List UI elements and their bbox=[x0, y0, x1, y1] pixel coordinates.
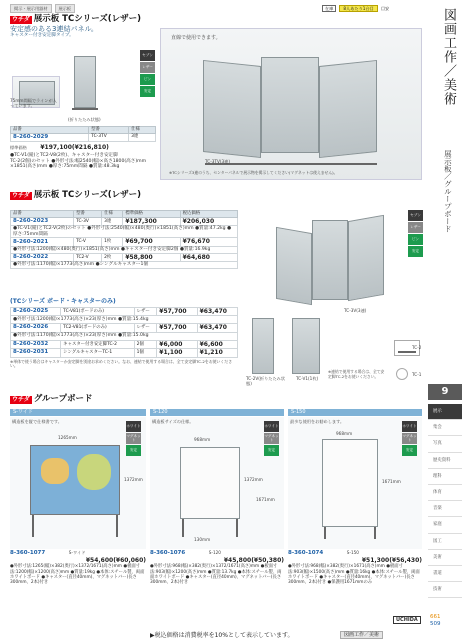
index-item[interactable]: 音楽 bbox=[428, 501, 462, 517]
index-item[interactable]: 写真 bbox=[428, 436, 462, 452]
table-row: 8-260-2032 キャスター付き安定脚TC-2 2個 ¥6,000 ¥6,600 bbox=[11, 340, 238, 349]
col-notes: ●外形寸法:968(幅)×382(奥行)×1671(高さ)mm ●板面寸法:903(幅)×1500(高さ)mm ●質量:16kg ●本体:スチール製、両面ホワイトボード ●キャスター(直径40mm)、マグネットバー(長さ300mm、2本)付き ●保護用1671mmのみ bbox=[288, 564, 420, 586]
price-label: 標準価格 bbox=[10, 144, 27, 150]
col-notes: ●外形寸法:1265(幅)×382(奥行)×1372/1671(高さ)mm ●板面寸法:1200(幅)×1200(高さ)mm ●質量:19kg ●本体:スチール製、両面ホワイトボード ●キャスター(直径40mm)、マグネットバー(長さ300mm、2本)付き bbox=[10, 564, 145, 586]
table-row: 8-260-2029 TC-3TV 3連 bbox=[11, 133, 156, 141]
photo-footnote: ※TCシリーズ3連のうち、センターパネルで展示物を掲示してください(マグネットは使えません)。 bbox=[169, 170, 338, 175]
col-photo bbox=[288, 417, 422, 549]
index-item[interactable]: 家庭 bbox=[428, 517, 462, 533]
dim-height: 1372mm bbox=[244, 477, 263, 482]
table-row: 8-260-2025 TC-V81(ボードのみ) レザー ¥57,700 ¥63,470 bbox=[11, 307, 238, 316]
index-item[interactable]: 体育 bbox=[428, 485, 462, 501]
badge: マグネット bbox=[402, 433, 417, 444]
section1-table bbox=[10, 126, 156, 170]
section2-heading bbox=[10, 190, 210, 201]
panel-image bbox=[252, 318, 274, 374]
table-row: 8-260-2022 TC2-V 2枚 ¥58,800 ¥64,680 bbox=[11, 253, 238, 262]
group-board-col bbox=[150, 409, 284, 586]
section3-title: ウチダ グループボード bbox=[12, 394, 93, 404]
section2-badges bbox=[408, 210, 423, 257]
dim-width: 1265mm bbox=[58, 435, 77, 440]
side-subtitle: 展示板／グループボード bbox=[443, 150, 453, 233]
panel-image bbox=[348, 215, 384, 301]
side-index bbox=[428, 404, 462, 598]
callout-footnote: ※単体で使う場合はキャスターか安定脚を別途お求めください。なお、連結で使用する場合は、全て安定脚TC-2をお使いください。 bbox=[10, 358, 233, 369]
whiteboard-image bbox=[322, 439, 378, 527]
label-tc2v: TC-2V(折りたたみ状態) bbox=[246, 376, 286, 387]
index-item[interactable]: 書道 bbox=[428, 566, 462, 582]
badge: レザー bbox=[140, 62, 155, 73]
panel-center-image bbox=[261, 57, 319, 153]
legend-highlight: 8人あたり1台目 bbox=[339, 5, 377, 12]
section2-title: ウチダ 展示板 TCシリーズ(レザー) bbox=[12, 190, 142, 200]
brand-logo: ウチダ bbox=[12, 396, 30, 403]
page-numbers: 661 509 bbox=[430, 614, 441, 627]
index-item[interactable]: 技術 bbox=[428, 582, 462, 598]
dim-height: 1372mm bbox=[124, 477, 143, 482]
badge: セブン bbox=[140, 50, 155, 61]
brand-logo: ウチダ bbox=[12, 16, 30, 23]
dim-depth: 130mm bbox=[194, 537, 211, 542]
badge: ホワイト bbox=[402, 421, 417, 432]
col-desc: 最多な使用をお勧めします。 bbox=[290, 419, 345, 424]
callout-box: (TCシリーズ ボード・キャスターのみ) 8-260-2025 TC-V81(ボードのみ) レザー ¥57,700 ¥63,470 ●外形寸法:1200(幅)×1773(高さ)×23(厚さ)mm ●質量:15.4kg 8-260-2026 TC2-V81(ボードのみ) レザー ¥57,700 ¥63,470 ●外形寸法:1170(幅)×1773(高さ)×23(厚さ)mm ●質量:15.0kg 8-260-2032 キャスター付き安定脚TC-2 2個 ¥6,000 ¥6,600 8-260-2031 シングルキャスターTC-1 1個 ¥1,100 ¥1,210 ※単体で使う場合はキャスターか安定脚を別途お求めください。なお、連結で使用する場合は、全て安定脚TC-2をお使いください。 bbox=[10, 298, 238, 369]
section2-table: 品番 型番 仕様 標準価格 税込価格 8-260-2023 TC-3V 3連 ¥187,300 ¥206,030 ●TC-V1(縦)とTC2-V(2枚)のセット ●外形寸法:2540(幅)×480(奥行)×1851(高さ)mm ●質量:47.2kg ●厚さ:75mm間隔 8-260-2021 TC-V 1枚 ¥69,700 ¥76,670 ●外形寸法:1200(幅)×480(奥行)×1851(高さ)mm ●キャスター付き安定脚2個 ●質量:16.9kg 8-260-2022 TC2-V 2枚 ¥58,800 ¥64,680 ●外形寸法:1170(幅)×1773(高さ)mm ●シングルキャスター1個 bbox=[10, 210, 238, 269]
badge: 安定 bbox=[140, 86, 155, 97]
badge: 安定 bbox=[402, 445, 417, 456]
col-photo bbox=[10, 417, 146, 549]
legend-box: 在庫 bbox=[322, 5, 336, 12]
inset-note: 75mm間隔でラインが入っています。 bbox=[10, 98, 57, 109]
section1-photo bbox=[160, 28, 422, 180]
model: S-150 bbox=[346, 550, 359, 555]
fold-label: (折りたたみ状態) bbox=[68, 117, 101, 122]
legend-small: 目安 bbox=[380, 6, 390, 11]
badge: 安定 bbox=[126, 445, 141, 456]
badge: マグネット bbox=[126, 433, 141, 444]
badge: ピン bbox=[408, 234, 423, 245]
price: ¥54,600(¥60,060) bbox=[85, 556, 146, 564]
model: S-120 bbox=[208, 550, 221, 555]
th: 仕様 bbox=[129, 127, 156, 134]
section1-notes: ●TC-V1(縦)とTC2-V8(2枚)、キャスター付き安定脚 TC-2(2個)のセット ●外形寸法:幅2540(幅)×高さ1800(高さ)mm ×1851(高さ)mm ●厚さ:75mm間隔 ●質量:48.3kg bbox=[10, 153, 147, 170]
index-item[interactable]: 集会 bbox=[428, 420, 462, 436]
section2-photo bbox=[244, 200, 406, 390]
panel-left-image bbox=[203, 60, 261, 158]
index-item[interactable]: 理科 bbox=[428, 469, 462, 485]
col-band: S-ワイド bbox=[10, 409, 146, 416]
dim-height-2: 1671mm bbox=[256, 497, 275, 502]
chapter-number: 9 bbox=[428, 384, 462, 400]
col-band: S-150 bbox=[288, 409, 422, 416]
group-board-col bbox=[288, 409, 422, 586]
index-item[interactable]: 歴史資料 bbox=[428, 453, 462, 469]
index-item[interactable]: 美術 bbox=[428, 550, 462, 566]
badge: マグネット bbox=[264, 433, 279, 444]
callout-title: (TCシリーズ ボード・キャスターのみ) bbox=[10, 298, 116, 305]
badge: ホワイト bbox=[126, 421, 141, 432]
price: ¥45,800(¥50,380) bbox=[223, 556, 284, 564]
header-tags bbox=[10, 4, 75, 13]
col-notes: ●外形寸法:968(幅)×382(奥行)×1372/1671(高さ)mm ●板面寸法:903(幅)×1200(高さ)mm ●質量:13.7kg ●本体:スチール製、両面ホワイトボード ●キャスター(直径40mm)、マグネットバー(長さ300mm、2本)付き bbox=[150, 564, 282, 586]
badge: レザー bbox=[408, 222, 423, 233]
index-item[interactable]: 図工 bbox=[428, 534, 462, 550]
badge: ピン bbox=[140, 74, 155, 85]
tc1-image bbox=[396, 368, 408, 380]
panel-image bbox=[292, 318, 320, 374]
dim-width: 968mm bbox=[194, 437, 211, 442]
index-item[interactable]: 展示 bbox=[428, 404, 462, 420]
dim-width: 968mm bbox=[336, 431, 353, 436]
col-desc: 構造板を縦で仕様書です。 bbox=[12, 419, 62, 424]
dim-height: 1671mm bbox=[382, 479, 401, 484]
table-row: 8-260-2031 シングルキャスターTC-1 1個 ¥1,100 ¥1,210 bbox=[11, 349, 238, 358]
section1-subtitle: 安定感のある3連結パネル。 bbox=[10, 24, 98, 33]
product-code: 8-360-1074 bbox=[288, 550, 324, 556]
table-row: 8-260-2021 TC-V 1枚 ¥69,700 ¥76,670 bbox=[11, 238, 238, 247]
section1-subnote: キャスター付き安定脚タイプ。 bbox=[10, 33, 74, 39]
col-band: S-120 bbox=[150, 409, 284, 416]
photo-caption: TC-3TV(3連) bbox=[205, 159, 230, 164]
panel-image bbox=[312, 220, 348, 300]
price: ¥51,300(¥56,430) bbox=[361, 556, 422, 564]
photo-inset-note: ※連結で使用する場合は、全て安定脚TC-2をお使いください。 bbox=[328, 369, 385, 379]
header-tag: 掲示・展示用器材 bbox=[10, 4, 52, 13]
brand-logo: ウチダ bbox=[12, 192, 30, 199]
footer-note: ▶税込価格は消費税率を10%として表示しています。 bbox=[150, 632, 294, 639]
section1-title: ウチダ 展示板 TCシリーズ(レザー) bbox=[12, 14, 142, 24]
footer-brand: UCHIDA bbox=[393, 616, 421, 624]
product-code: 8-360-1076 bbox=[150, 550, 186, 556]
whiteboard-image bbox=[180, 447, 240, 519]
table-row: 8-260-2026 TC2-V81(ボードのみ) レザー ¥57,700 ¥63,470 bbox=[11, 324, 238, 333]
photo-note: 直線で使用できます。 bbox=[171, 35, 221, 41]
col-desc: 構造板サイズの仕様。 bbox=[152, 419, 194, 424]
panel-right-image bbox=[319, 60, 377, 158]
section3-heading bbox=[10, 394, 270, 405]
label-tc1: TC-1 bbox=[412, 372, 422, 377]
col-photo bbox=[150, 417, 284, 549]
footer-tag: 図画工作／美術 bbox=[340, 631, 383, 639]
badge: ホワイト bbox=[264, 421, 279, 432]
header-tag: 展示板 bbox=[55, 4, 76, 13]
price: ¥197,100 bbox=[40, 143, 72, 151]
section1-badges bbox=[140, 50, 155, 97]
badge: セブン bbox=[408, 210, 423, 221]
side-title: 図画工作／美術 bbox=[441, 8, 456, 106]
world-map-board-image bbox=[30, 445, 120, 515]
section1-heading bbox=[10, 14, 160, 39]
folded-stand-image bbox=[68, 56, 102, 116]
table-row: 8-260-2023 TC-3V 3連 ¥187,300 ¥206,030 bbox=[11, 217, 238, 226]
model: S-ワイド bbox=[68, 550, 86, 555]
label-tcv1: TC-V1(1枚) bbox=[296, 376, 319, 381]
header-legend bbox=[322, 5, 389, 12]
badge: 安定 bbox=[264, 445, 279, 456]
label-tc3v: TC-3V(3連) bbox=[344, 308, 367, 313]
price-tax: (¥216,810) bbox=[71, 143, 109, 151]
th: 型番 bbox=[89, 127, 129, 134]
label-tc2: TC-2 bbox=[412, 345, 422, 350]
product-code: 8-360-1077 bbox=[10, 550, 46, 556]
th: 品番 bbox=[11, 127, 89, 134]
panel-image bbox=[276, 227, 312, 305]
group-board-col bbox=[10, 409, 146, 586]
badge: 安定 bbox=[408, 246, 423, 257]
